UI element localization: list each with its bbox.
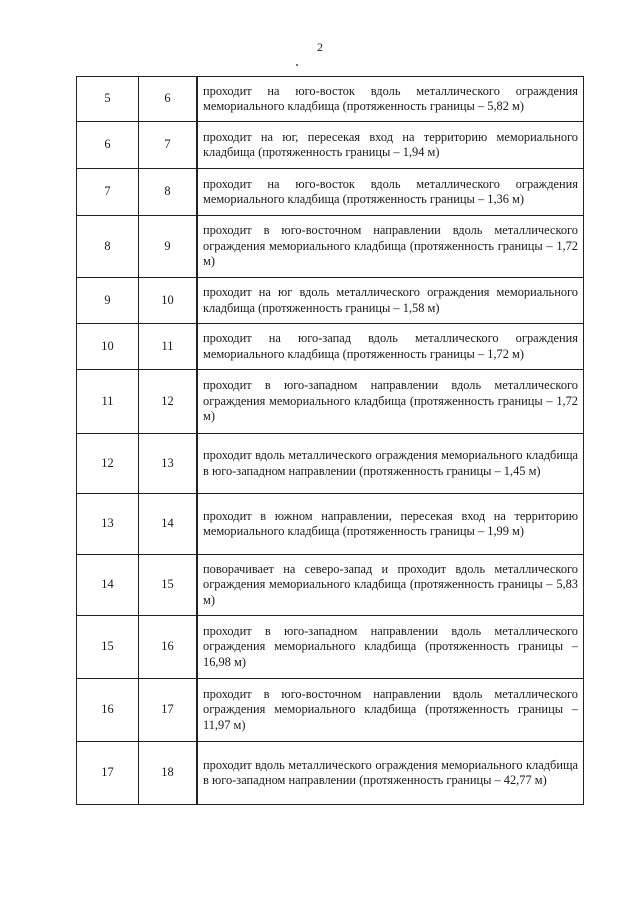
- table-row: [77, 169, 584, 216]
- point-to: 18: [139, 742, 198, 805]
- point-to: 11: [139, 324, 198, 370]
- point-from: 12: [77, 434, 139, 494]
- point-to: 16: [139, 616, 198, 679]
- table-row: [77, 370, 584, 434]
- point-to: 15: [139, 555, 198, 616]
- point-from: 6: [77, 122, 139, 169]
- point-to: 10: [139, 278, 198, 324]
- table-row: [77, 122, 584, 169]
- table-row: [77, 324, 584, 370]
- table-row: [77, 742, 584, 805]
- point-from: 17: [77, 742, 139, 805]
- point-from: 16: [77, 679, 139, 742]
- point-to: 13: [139, 434, 198, 494]
- scan-speck: [296, 64, 298, 66]
- point-from: 5: [77, 77, 139, 122]
- boundary-description: проходит на юго-запад вдоль металлического ограждения мемориального кладбища (протяженность границы – 1,72 м): [197, 324, 584, 370]
- table-row: [77, 278, 584, 324]
- boundary-description: поворачивает на северо-запад и проходит вдоль металлического ограждения мемориального кладбища (протяженность границы – 5,83 м): [197, 555, 584, 616]
- point-from: 13: [77, 494, 139, 555]
- boundary-description: проходит в юго-восточном направлении вдоль металлического ограждения мемориального кладбища (протяженность границы – 11,97 м): [197, 679, 584, 742]
- boundary-description: проходит на юг вдоль металлического ограждения мемориального кладбища (протяженность границы – 1,58 м): [197, 278, 584, 324]
- point-from: 11: [77, 370, 139, 434]
- point-to: 8: [139, 169, 198, 216]
- point-to: 12: [139, 370, 198, 434]
- point-to: 9: [139, 216, 198, 278]
- boundary-description: проходит вдоль металлического ограждения мемориального кладбища в юго-западном направлении (протяженность границы – 42,77 м): [197, 742, 584, 805]
- point-from: 14: [77, 555, 139, 616]
- point-to: 6: [139, 77, 198, 122]
- point-from: 7: [77, 169, 139, 216]
- point-to: 14: [139, 494, 198, 555]
- boundary-description: проходит в юго-западном направлении вдоль металлического ограждения мемориального кладбища (протяженность границы – 16,98 м): [197, 616, 584, 679]
- boundary-table: [76, 76, 584, 805]
- boundary-description: проходит в южном направлении, пересекая вход на территорию мемориального кладбища (протяженность границы – 1,99 м): [197, 494, 584, 555]
- page-number: 2: [317, 40, 323, 54]
- table-row: [77, 494, 584, 555]
- point-to: 17: [139, 679, 198, 742]
- table-row: [77, 216, 584, 278]
- table-row: [77, 77, 584, 122]
- table-row: [77, 616, 584, 679]
- table-row: [77, 679, 584, 742]
- point-from: 8: [77, 216, 139, 278]
- boundary-description: проходит в юго-восточном направлении вдоль металлического ограждения мемориального кладбища (протяженность границы – 1,72 м): [197, 216, 584, 278]
- point-from: 15: [77, 616, 139, 679]
- point-from: 10: [77, 324, 139, 370]
- boundary-description: проходит на юго-восток вдоль металлического ограждения мемориального кладбища (протяженность границы – 1,36 м): [197, 169, 584, 216]
- boundary-description: проходит на юг, пересекая вход на территорию мемориального кладбища (протяженность границы – 1,94 м): [197, 122, 584, 169]
- point-to: 7: [139, 122, 198, 169]
- boundary-description: проходит на юго-восток вдоль металлического ограждения мемориального кладбища (протяженность границы – 5,82 м): [197, 77, 584, 122]
- boundary-description: проходит в юго-западном направлении вдоль металлического ограждения мемориального кладбища (протяженность границы – 1,72 м): [197, 370, 584, 434]
- point-from: 9: [77, 278, 139, 324]
- boundary-description: проходит вдоль металлического ограждения мемориального кладбища в юго-западном направлении (протяженность границы – 1,45 м): [197, 434, 584, 494]
- table-row: [77, 555, 584, 616]
- table-row: [77, 434, 584, 494]
